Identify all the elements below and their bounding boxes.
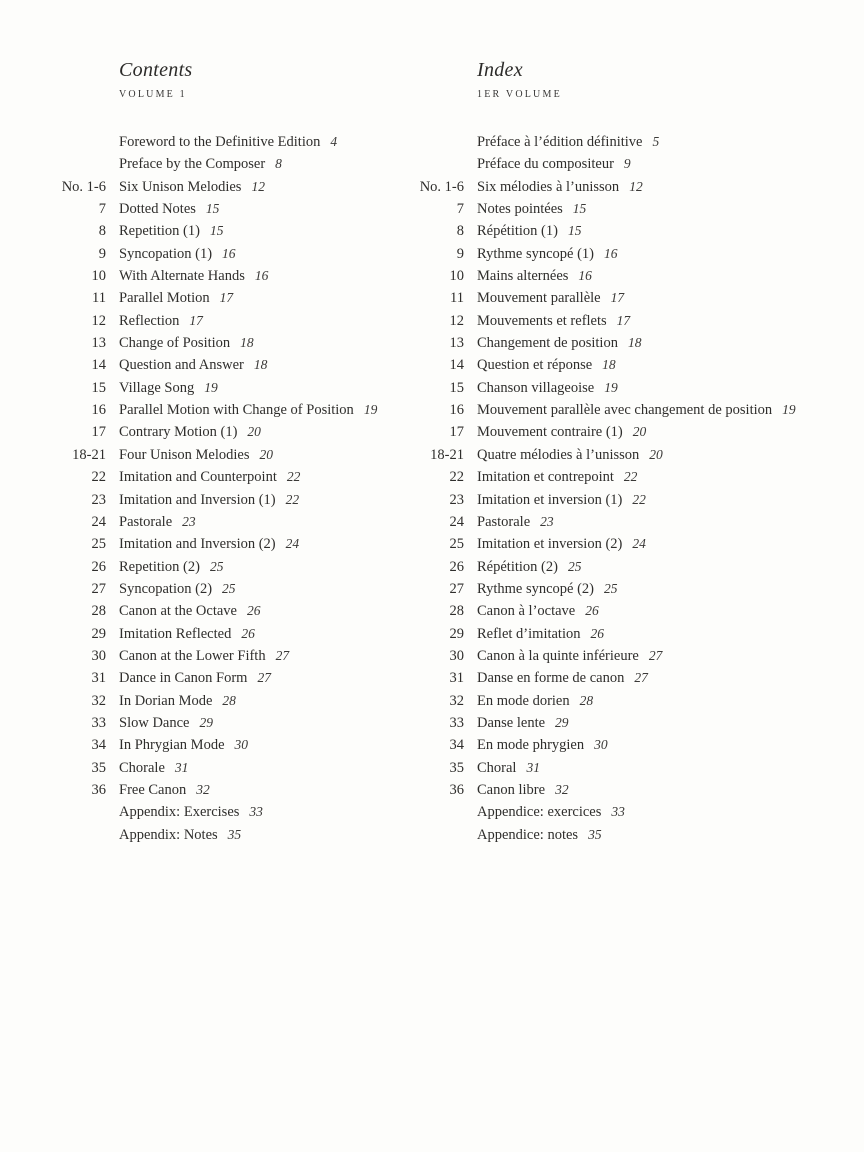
entry-number: 33: [449, 714, 464, 731]
entry-title: Répétition (2): [477, 558, 558, 575]
toc-row: [60, 645, 420, 667]
entry-page: 22: [285, 491, 300, 507]
toc-row: [60, 310, 420, 332]
entry-number: 30: [449, 647, 464, 664]
toc-row: [60, 265, 420, 287]
entry-title: Syncopation (2): [119, 580, 213, 597]
entry-page: 18: [240, 335, 254, 351]
entry-number: 10: [449, 268, 464, 285]
entry-page: 23: [540, 513, 554, 529]
entry-number: 26: [449, 558, 464, 575]
entry-number: 12: [449, 312, 464, 329]
toc-row: [418, 332, 838, 354]
entry-page: 15: [205, 201, 220, 217]
entry-number: 10: [91, 268, 106, 285]
toc-row: [418, 578, 838, 600]
entry-title: In Dorian Mode: [119, 692, 213, 709]
entry-number: 29: [449, 625, 464, 642]
entry-page: 22: [623, 469, 638, 485]
entry-number: 11: [450, 290, 464, 307]
entry-page: 23: [182, 513, 196, 529]
entry-number: 32: [91, 692, 106, 709]
entry-title: Imitation et inversion (1): [477, 491, 623, 508]
entry-page: 15: [572, 201, 587, 217]
entry-number: 23: [91, 491, 106, 508]
entry-number: 8: [98, 223, 106, 240]
entry-title: Imitation Reflected: [119, 625, 232, 642]
toc-row: [418, 310, 838, 332]
toc-row: [60, 421, 420, 443]
entry-title: With Alternate Hands: [119, 268, 245, 285]
entry-title: Four Unison Melodies: [119, 446, 250, 463]
entry-page: 27: [648, 647, 663, 663]
entry-page: 18: [253, 357, 268, 373]
entry-number: 22: [449, 469, 464, 486]
entry-number: 11: [92, 290, 106, 307]
entry-page: 8: [275, 156, 282, 172]
entry-title: Préface à l’édition définitive: [477, 134, 643, 150]
entry-number: 35: [91, 759, 106, 776]
entry-number: 23: [449, 491, 464, 508]
entry-page: 15: [567, 223, 582, 239]
entry-number: 16: [91, 402, 106, 419]
toc-row: [418, 131, 838, 153]
entry-number: 29: [91, 625, 106, 642]
toc-row: [60, 220, 420, 242]
entry-page: 22: [286, 469, 301, 485]
entry-page: 18: [602, 357, 616, 373]
entry-page: 17: [616, 312, 631, 328]
entry-title: En mode dorien: [477, 692, 570, 709]
toc-row: [418, 623, 838, 645]
entry-page: 26: [241, 625, 255, 641]
entry-title: En mode phrygien: [477, 737, 585, 754]
entry-number: 27: [449, 580, 464, 597]
entry-number: 8: [456, 223, 464, 240]
entry-title: Canon at the Octave: [119, 603, 237, 620]
entry-title: Reflection: [119, 312, 180, 329]
entry-page: 20: [247, 424, 261, 440]
toc-row: [418, 600, 838, 622]
toc-row: [60, 489, 420, 511]
entry-number: 31: [449, 670, 464, 687]
toc-row: [60, 243, 420, 265]
entry-title: Appendix: Notes: [119, 826, 218, 843]
entry-title: Slow Dance: [119, 714, 190, 731]
toc-row: [418, 153, 838, 175]
entry-number: 18-21: [430, 446, 464, 463]
entry-number: 32: [449, 692, 464, 709]
entry-title: Canon at the Lower Fifth: [119, 647, 266, 664]
entry-number: 22: [91, 469, 106, 486]
entry-number: 7: [456, 201, 464, 218]
entry-title: Danse lente: [477, 714, 546, 731]
toc-row: [418, 533, 838, 555]
entry-number: 15: [449, 379, 464, 396]
entry-title: Pastorale: [477, 513, 531, 530]
entry-title: In Phrygian Mode: [119, 737, 225, 754]
entry-page: 15: [209, 223, 224, 239]
entry-title: Preface by the Composer: [119, 156, 266, 173]
entry-title: Repetition (1): [119, 223, 200, 240]
toc-row: [418, 265, 838, 287]
index-subheading: 1ER VOLUME: [477, 89, 562, 100]
entry-title: Dance in Canon Form: [119, 670, 248, 687]
entry-page: 26: [246, 603, 261, 619]
entry-number: 15: [91, 379, 106, 396]
toc-row: [60, 533, 420, 555]
toc-row: [60, 667, 420, 689]
entry-page: 20: [649, 446, 663, 462]
toc-row: [418, 734, 838, 756]
entry-page: 16: [254, 268, 269, 284]
entry-page: 25: [567, 558, 582, 574]
entry-number: 9: [98, 245, 106, 262]
entry-page: 30: [594, 737, 608, 753]
contents-heading: Contents: [119, 59, 193, 81]
toc-row: [60, 511, 420, 533]
toc-row: [418, 377, 838, 399]
entry-title: Reflet d’imitation: [477, 625, 581, 642]
entry-page: 32: [555, 781, 569, 797]
entry-page: 19: [363, 402, 378, 418]
entry-number: 12: [91, 312, 106, 329]
entry-page: 27: [634, 670, 648, 686]
entry-page: 20: [259, 446, 273, 462]
entry-page: 31: [174, 759, 189, 775]
index-heading: Index: [477, 59, 523, 81]
entry-page: 19: [204, 379, 218, 395]
toc-row: [418, 287, 838, 309]
toc-row: [60, 377, 420, 399]
toc-row: [60, 734, 420, 756]
toc-row: [418, 243, 838, 265]
entry-title: Six mélodies à l’unisson: [477, 178, 620, 195]
entry-page: 28: [579, 692, 594, 708]
toc-row: [60, 690, 420, 712]
toc-row: [60, 332, 420, 354]
toc-row: [418, 824, 838, 846]
entry-title: Danse en forme de canon: [477, 670, 625, 687]
entry-title: Change of Position: [119, 335, 231, 352]
toc-row: [60, 466, 420, 488]
entry-number: 17: [449, 424, 464, 441]
entry-title: Foreword to the Definitive Edition: [119, 134, 321, 150]
entry-page: 26: [590, 625, 604, 641]
toc-row: [418, 444, 838, 466]
entry-title: Contrary Motion (1): [119, 424, 238, 441]
entry-page: 35: [227, 826, 242, 842]
entry-title: Chorale: [119, 759, 165, 776]
entry-page: 32: [196, 781, 210, 797]
entry-number: 28: [449, 603, 464, 620]
index-header: [477, 58, 838, 102]
entry-page: 17: [189, 312, 203, 328]
toc-row: [60, 779, 420, 801]
toc-row: [60, 354, 420, 376]
entry-page: 16: [604, 245, 618, 261]
entry-title: Mouvement parallèle avec changement de position: [477, 402, 773, 419]
entry-number: 16: [449, 402, 464, 419]
toc-row: [418, 779, 838, 801]
toc-row: [60, 444, 420, 466]
toc-row: [60, 757, 420, 779]
toc-row: [418, 399, 838, 421]
entry-number: 33: [91, 714, 106, 731]
contents-column: [60, 58, 420, 846]
entry-title: Quatre mélodies à l’unisson: [477, 446, 640, 463]
entry-title: Imitation et contrepoint: [477, 469, 614, 486]
toc-row: [418, 757, 838, 779]
entry-page: 25: [222, 580, 236, 596]
toc-row: [418, 712, 838, 734]
entry-page: 30: [234, 737, 249, 753]
entry-number: 14: [91, 357, 106, 374]
toc-row: [60, 623, 420, 645]
entry-number: No. 1-6: [419, 178, 464, 195]
entry-title: Parallel Motion: [119, 290, 210, 307]
entry-title: Répétition (1): [477, 223, 558, 240]
toc-row: [418, 801, 838, 823]
entry-number: 13: [449, 335, 464, 352]
toc-row: [418, 511, 838, 533]
toc-row: [60, 153, 420, 175]
entry-number: 28: [91, 603, 106, 620]
entry-page: 22: [632, 491, 646, 507]
entry-number: 34: [91, 737, 106, 754]
entry-page: 33: [249, 804, 263, 820]
entry-number: 24: [91, 513, 106, 530]
entry-title: Appendix: Exercises: [119, 804, 240, 821]
entry-page: 24: [632, 536, 646, 552]
contents-header: [119, 58, 420, 102]
toc-row: [60, 712, 420, 734]
entry-title: Syncopation (1): [119, 245, 213, 262]
toc-row: [60, 198, 420, 220]
entry-title: Imitation and Counterpoint: [119, 469, 277, 486]
toc-row: [60, 287, 420, 309]
entry-title: Question and Answer: [119, 357, 244, 374]
entry-title: Repetition (2): [119, 558, 200, 575]
entry-page: 9: [623, 156, 631, 172]
entry-number: 30: [91, 647, 106, 664]
entry-page: 4: [330, 134, 338, 149]
entry-title: Choral: [477, 759, 517, 776]
toc-row: [418, 489, 838, 511]
entry-page: 5: [652, 134, 660, 149]
entry-page: 19: [782, 402, 796, 418]
entry-title: Imitation and Inversion (2): [119, 536, 276, 553]
entry-page: 18: [627, 335, 642, 351]
entry-title: Notes pointées: [477, 201, 563, 218]
entry-page: 27: [257, 670, 271, 686]
entry-title: Canon à l’octave: [477, 603, 576, 620]
toc-row: [418, 421, 838, 443]
entry-number: 26: [91, 558, 106, 575]
entry-page: 33: [611, 804, 625, 820]
contents-list: [60, 131, 420, 846]
toc-row: [60, 578, 420, 600]
entry-title: Dotted Notes: [119, 201, 196, 218]
toc-row: [418, 690, 838, 712]
entry-number: 7: [98, 201, 106, 218]
entry-page: 29: [199, 714, 213, 730]
entry-number: No. 1-6: [61, 178, 106, 195]
entry-page: 16: [578, 268, 592, 284]
toc-row: [60, 399, 420, 421]
entry-page: 25: [209, 558, 224, 574]
entry-title: Parallel Motion with Change of Position: [119, 402, 354, 419]
entry-title: Pastorale: [119, 513, 173, 530]
entry-title: Imitation et inversion (2): [477, 536, 623, 553]
entry-page: 12: [251, 178, 265, 194]
entry-number: 36: [449, 781, 464, 798]
entry-page: 25: [604, 580, 618, 596]
entry-page: 29: [555, 714, 569, 730]
entry-title: Imitation and Inversion (1): [119, 491, 276, 508]
entry-title: Préface du compositeur: [477, 156, 614, 173]
entry-number: 13: [91, 335, 106, 352]
entry-page: 16: [222, 245, 236, 261]
toc-row: [418, 198, 838, 220]
entry-title: Question et réponse: [477, 357, 593, 374]
index-column: [418, 58, 838, 846]
entry-number: 35: [449, 759, 464, 776]
entry-page: 17: [610, 290, 625, 306]
toc-row: [60, 600, 420, 622]
entry-page: 31: [526, 759, 540, 775]
entry-page: 20: [632, 424, 647, 440]
toc-row: [418, 354, 838, 376]
entry-title: Rythme syncopé (1): [477, 245, 595, 262]
toc-row: [418, 176, 838, 198]
entry-page: 28: [222, 692, 236, 708]
toc-row: [60, 556, 420, 578]
contents-subheading: VOLUME 1: [119, 89, 187, 100]
entry-number: 36: [91, 781, 106, 798]
toc-row: [60, 801, 420, 823]
entry-page: 19: [604, 379, 618, 395]
entry-title: Mouvement contraire (1): [477, 424, 623, 441]
entry-page: 27: [275, 647, 290, 663]
toc-row: [60, 131, 420, 153]
entry-title: Free Canon: [119, 781, 187, 798]
toc-row: [418, 645, 838, 667]
entry-page: 26: [585, 603, 599, 619]
entry-page: 17: [219, 290, 234, 306]
entry-number: 24: [449, 513, 464, 530]
entry-title: Changement de position: [477, 335, 618, 352]
entry-number: 34: [449, 737, 464, 754]
entry-title: Canon libre: [477, 781, 546, 798]
entry-title: Mains alternées: [477, 268, 569, 285]
entry-number: 17: [91, 424, 106, 441]
entry-title: Village Song: [119, 379, 195, 396]
entry-number: 27: [91, 580, 106, 597]
entry-page: 35: [588, 826, 602, 842]
entry-number: 25: [449, 536, 464, 553]
entry-number: 9: [456, 245, 464, 262]
entry-title: Appendice: exercices: [477, 804, 602, 821]
entry-title: Mouvement parallèle: [477, 290, 601, 307]
entry-number: 25: [91, 536, 106, 553]
entry-title: Six Unison Melodies: [119, 178, 242, 195]
entry-page: 24: [285, 536, 300, 552]
entry-title: Rythme syncopé (2): [477, 580, 595, 597]
entry-title: Canon à la quinte inférieure: [477, 647, 639, 664]
entry-number: 18-21: [72, 446, 106, 463]
toc-row: [60, 824, 420, 846]
entry-number: 31: [91, 670, 106, 687]
entry-title: Appendice: notes: [477, 826, 579, 843]
toc-row: [418, 667, 838, 689]
entry-title: Chanson villageoise: [477, 379, 595, 396]
index-list: [418, 131, 838, 846]
toc-row: [418, 466, 838, 488]
toc-row: [418, 556, 838, 578]
toc-row: [60, 176, 420, 198]
entry-title: Mouvements et reflets: [477, 312, 607, 329]
entry-number: 14: [449, 357, 464, 374]
entry-page: 12: [629, 178, 643, 194]
toc-row: [418, 220, 838, 242]
